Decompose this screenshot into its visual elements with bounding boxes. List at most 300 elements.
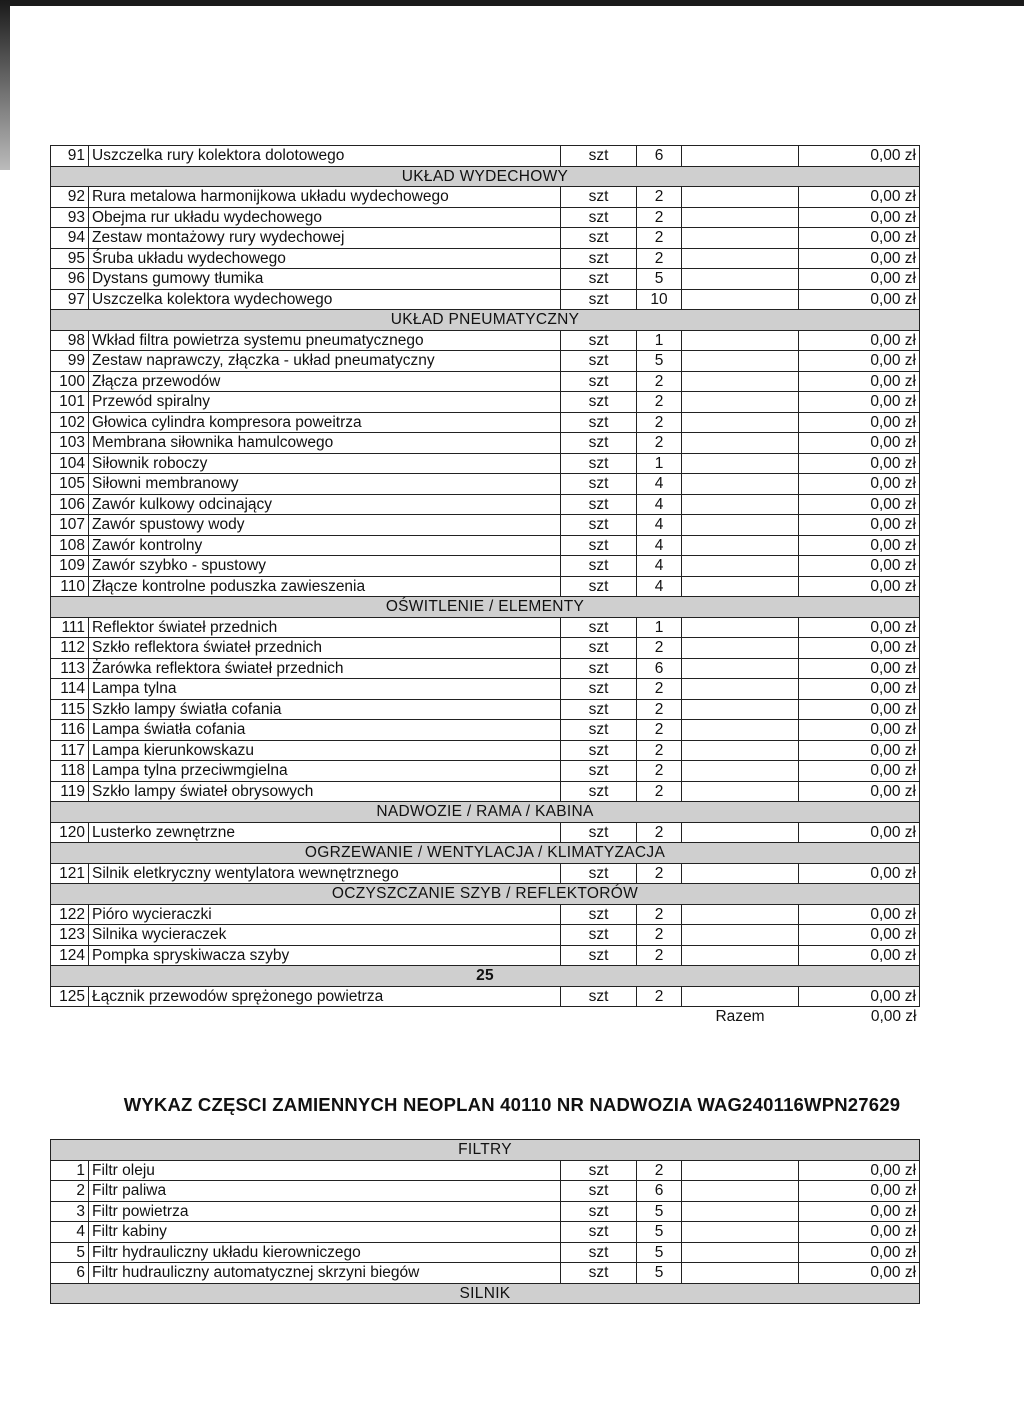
unit-cell: szt	[561, 515, 637, 536]
parts-table-neoplan	[50, 1139, 920, 1304]
quantity-cell: 2	[637, 228, 682, 249]
unit-cell: szt	[561, 1160, 637, 1181]
price-cell: 0,00 zł	[799, 1160, 920, 1181]
empty-cell	[682, 658, 799, 679]
table-row	[51, 556, 920, 577]
empty-cell	[682, 330, 799, 351]
price-cell: 0,00 zł	[799, 720, 920, 741]
part-name: Głowica cylindra kompresora poweitrza	[89, 412, 561, 433]
row-number: 115	[51, 699, 89, 720]
row-number: 112	[51, 638, 89, 659]
table-row	[51, 863, 920, 884]
part-name: Filtr kabiny	[89, 1222, 561, 1243]
quantity-cell: 4	[637, 576, 682, 597]
empty-cell	[682, 412, 799, 433]
unit-cell: szt	[561, 351, 637, 372]
unit-cell: szt	[561, 269, 637, 290]
empty-cell	[682, 945, 799, 966]
row-number: 121	[51, 863, 89, 884]
price-cell: 0,00 zł	[799, 371, 920, 392]
table-row	[51, 638, 920, 659]
row-number: 102	[51, 412, 89, 433]
part-name: Pompka spryskiwacza szyby	[89, 945, 561, 966]
row-number: 122	[51, 904, 89, 925]
table-row	[51, 617, 920, 638]
table-row	[51, 822, 920, 843]
price-cell: 0,00 zł	[799, 453, 920, 474]
quantity-cell: 1	[637, 330, 682, 351]
row-number: 91	[51, 146, 89, 167]
unit-cell: szt	[561, 576, 637, 597]
table-row	[51, 945, 920, 966]
part-name: Rura metalowa harmonijkowa układu wydechowego	[89, 187, 561, 208]
row-number: 117	[51, 740, 89, 761]
quantity-cell: 2	[637, 412, 682, 433]
section-header-row	[51, 843, 920, 864]
quantity-cell: 6	[637, 658, 682, 679]
part-name: Siłownik roboczy	[89, 453, 561, 474]
unit-cell: szt	[561, 720, 637, 741]
quantity-cell: 2	[637, 699, 682, 720]
section-header-row	[51, 166, 920, 187]
quantity-cell: 2	[637, 863, 682, 884]
price-cell: 0,00 zł	[799, 1201, 920, 1222]
price-cell: 0,00 zł	[799, 187, 920, 208]
table-row	[51, 576, 920, 597]
quantity-cell: 5	[637, 1201, 682, 1222]
price-cell: 0,00 zł	[799, 576, 920, 597]
table-row	[51, 474, 920, 495]
quantity-cell: 2	[637, 925, 682, 946]
section-header-row	[51, 966, 920, 987]
quantity-cell: 1	[637, 453, 682, 474]
price-cell: 0,00 zł	[799, 412, 920, 433]
empty-cell	[682, 289, 799, 310]
table-row	[51, 392, 920, 413]
unit-cell: szt	[561, 1181, 637, 1202]
unit-cell: szt	[561, 474, 637, 495]
quantity-cell: 5	[637, 1242, 682, 1263]
quantity-cell: 2	[637, 945, 682, 966]
empty-cell	[682, 269, 799, 290]
section-header-row	[51, 1140, 920, 1161]
quantity-cell: 2	[637, 740, 682, 761]
empty-cell	[682, 556, 799, 577]
table-row	[51, 412, 920, 433]
row-number: 105	[51, 474, 89, 495]
quantity-cell: 2	[637, 207, 682, 228]
section-title: SILNIK	[51, 1283, 920, 1304]
part-name: Filtr oleju	[89, 1160, 561, 1181]
row-number: 6	[51, 1263, 89, 1284]
price-cell: 0,00 zł	[799, 330, 920, 351]
unit-cell: szt	[561, 1222, 637, 1243]
empty-cell	[682, 781, 799, 802]
empty-cell	[682, 187, 799, 208]
unit-cell: szt	[561, 330, 637, 351]
part-name: Filtr powietrza	[89, 1201, 561, 1222]
unit-cell: szt	[561, 228, 637, 249]
part-name: Zawór spustowy wody	[89, 515, 561, 536]
empty-cell	[682, 720, 799, 741]
quantity-cell: 2	[637, 986, 682, 1007]
unit-cell: szt	[561, 248, 637, 269]
price-cell: 0,00 zł	[799, 392, 920, 413]
row-number: 101	[51, 392, 89, 413]
empty-cell	[682, 1201, 799, 1222]
quantity-cell: 4	[637, 556, 682, 577]
table-row	[51, 515, 920, 536]
quantity-cell: 2	[637, 1160, 682, 1181]
unit-cell: szt	[561, 412, 637, 433]
row-number: 98	[51, 330, 89, 351]
price-cell: 0,00 zł	[799, 269, 920, 290]
price-cell: 0,00 zł	[799, 248, 920, 269]
part-name: Lampa światła cofania	[89, 720, 561, 741]
table-row	[51, 904, 920, 925]
quantity-cell: 4	[637, 474, 682, 495]
price-cell: 0,00 zł	[799, 679, 920, 700]
empty-cell	[561, 1007, 637, 1027]
unit-cell: szt	[561, 658, 637, 679]
unit-cell: szt	[561, 781, 637, 802]
unit-cell: szt	[561, 535, 637, 556]
scan-edge-left	[0, 0, 10, 170]
empty-cell	[682, 699, 799, 720]
quantity-cell: 2	[637, 187, 682, 208]
quantity-cell: 6	[637, 1181, 682, 1202]
table-row	[51, 330, 920, 351]
price-cell: 0,00 zł	[799, 289, 920, 310]
row-number: 94	[51, 228, 89, 249]
row-number: 92	[51, 187, 89, 208]
empty-cell	[682, 228, 799, 249]
unit-cell: szt	[561, 289, 637, 310]
section-title: 25	[51, 966, 920, 987]
table-row	[51, 740, 920, 761]
empty-cell	[682, 1263, 799, 1284]
row-number: 113	[51, 658, 89, 679]
unit-cell: szt	[561, 740, 637, 761]
unit-cell: szt	[561, 904, 637, 925]
table-row	[51, 351, 920, 372]
unit-cell: szt	[561, 187, 637, 208]
quantity-cell: 2	[637, 248, 682, 269]
empty-cell	[682, 248, 799, 269]
price-cell: 0,00 zł	[799, 617, 920, 638]
empty-cell	[682, 207, 799, 228]
unit-cell: szt	[561, 617, 637, 638]
part-name: Zawór kulkowy odcinający	[89, 494, 561, 515]
table-row	[51, 781, 920, 802]
unit-cell: szt	[561, 494, 637, 515]
section-title: NADWOZIE / RAMA / KABINA	[51, 802, 920, 823]
row-number: 3	[51, 1201, 89, 1222]
unit-cell: szt	[561, 986, 637, 1007]
part-name: Złącza przewodów	[89, 371, 561, 392]
row-number: 2	[51, 1181, 89, 1202]
price-cell: 0,00 zł	[799, 1242, 920, 1263]
empty-cell	[682, 822, 799, 843]
table-row	[51, 679, 920, 700]
section-header-row	[51, 1283, 920, 1304]
part-name: Lampa tylna przeciwmgielna	[89, 761, 561, 782]
section-title: UKŁAD PNEUMATYCZNY	[51, 310, 920, 331]
price-cell: 0,00 zł	[799, 925, 920, 946]
part-name: Siłowni membranowy	[89, 474, 561, 495]
table-row	[51, 535, 920, 556]
table-row	[51, 187, 920, 208]
section-header-row	[51, 597, 920, 618]
price-cell: 0,00 zł	[799, 535, 920, 556]
price-cell: 0,00 zł	[799, 146, 920, 167]
part-name: Zawór szybko - spustowy	[89, 556, 561, 577]
part-name: Wkład filtra powietrza systemu pneumatycznego	[89, 330, 561, 351]
part-name: Pióro wycieraczki	[89, 904, 561, 925]
scan-edge-top	[0, 0, 1024, 6]
table-row	[51, 228, 920, 249]
unit-cell: szt	[561, 863, 637, 884]
table-row	[51, 1263, 920, 1284]
row-number: 123	[51, 925, 89, 946]
quantity-cell: 6	[637, 146, 682, 167]
part-name: Zestaw naprawczy, złączka - układ pneumatyczny	[89, 351, 561, 372]
part-name: Uszczelka kolektora wydechowego	[89, 289, 561, 310]
part-name: Silnika wycieraczek	[89, 925, 561, 946]
row-number: 93	[51, 207, 89, 228]
price-cell: 0,00 zł	[799, 1263, 920, 1284]
table-row	[51, 207, 920, 228]
price-cell: 0,00 zł	[799, 556, 920, 577]
unit-cell: szt	[561, 371, 637, 392]
price-cell: 0,00 zł	[799, 515, 920, 536]
quantity-cell: 2	[637, 371, 682, 392]
unit-cell: szt	[561, 207, 637, 228]
section-title: OCZYSZCZANIE SZYB / REFLEKTORÓW	[51, 884, 920, 905]
empty-cell	[682, 1160, 799, 1181]
row-number: 99	[51, 351, 89, 372]
total-row	[51, 1007, 920, 1027]
empty-cell	[682, 986, 799, 1007]
table-row	[51, 371, 920, 392]
unit-cell: szt	[561, 679, 637, 700]
empty-cell	[637, 1007, 682, 1027]
part-name: Obejma rur układu wydechowego	[89, 207, 561, 228]
price-cell: 0,00 zł	[799, 986, 920, 1007]
part-name: Przewód spiralny	[89, 392, 561, 413]
row-number: 111	[51, 617, 89, 638]
part-name: Lampa kierunkowskazu	[89, 740, 561, 761]
unit-cell: szt	[561, 822, 637, 843]
row-number: 119	[51, 781, 89, 802]
price-cell: 0,00 zł	[799, 863, 920, 884]
quantity-cell: 2	[637, 761, 682, 782]
quantity-cell: 10	[637, 289, 682, 310]
empty-cell	[682, 146, 799, 167]
empty-cell	[682, 679, 799, 700]
empty-cell	[682, 474, 799, 495]
row-number: 120	[51, 822, 89, 843]
price-cell: 0,00 zł	[799, 658, 920, 679]
part-name: Dystans gumowy tłumika	[89, 269, 561, 290]
table-row	[51, 1242, 920, 1263]
table-row	[51, 761, 920, 782]
part-name: Uszczelka rury kolektora dolotowego	[89, 146, 561, 167]
table-row	[51, 720, 920, 741]
price-cell: 0,00 zł	[799, 1181, 920, 1202]
unit-cell: szt	[561, 433, 637, 454]
section-title: OŚWITLENIE / ELEMENTY	[51, 597, 920, 618]
part-name: Lampa tylna	[89, 679, 561, 700]
unit-cell: szt	[561, 925, 637, 946]
price-cell: 0,00 zł	[799, 740, 920, 761]
empty-cell	[682, 1181, 799, 1202]
empty-cell	[682, 1242, 799, 1263]
part-name: Filtr hydrauliczny układu kierowniczego	[89, 1242, 561, 1263]
part-name: Łącznik przewodów sprężonego powietrza	[89, 986, 561, 1007]
row-number: 4	[51, 1222, 89, 1243]
page-heading: WYKAZ CZĘSCI ZAMIENNYCH NEOPLAN 40110 NR NADWOZIA WAG240116WPN27629	[123, 1094, 901, 1115]
total-value: 0,00 zł	[870, 1008, 917, 1026]
price-cell: 0,00 zł	[799, 433, 920, 454]
quantity-cell: 2	[637, 392, 682, 413]
row-number: 108	[51, 535, 89, 556]
table-row	[51, 1181, 920, 1202]
unit-cell: szt	[561, 1242, 637, 1263]
row-number: 97	[51, 289, 89, 310]
table-row	[51, 289, 920, 310]
unit-cell: szt	[561, 945, 637, 966]
price-cell: 0,00 zł	[799, 474, 920, 495]
price-cell: 0,00 zł	[799, 904, 920, 925]
empty-cell	[682, 761, 799, 782]
part-name: Zawór kontrolny	[89, 535, 561, 556]
unit-cell: szt	[561, 761, 637, 782]
empty-cell	[682, 863, 799, 884]
price-cell: 0,00 zł	[799, 761, 920, 782]
part-name: Silnik eletkryczny wentylatora wewnętrznego	[89, 863, 561, 884]
section-title: OGRZEWANIE / WENTYLACJA / KLIMATYZACJA	[51, 843, 920, 864]
part-name: Filtr paliwa	[89, 1181, 561, 1202]
price-cell: 0,00 zł	[799, 638, 920, 659]
quantity-cell: 2	[637, 781, 682, 802]
empty-cell	[682, 535, 799, 556]
row-number: 100	[51, 371, 89, 392]
unit-cell: szt	[561, 453, 637, 474]
quantity-cell: 4	[637, 515, 682, 536]
empty-cell	[682, 1222, 799, 1243]
row-number: 109	[51, 556, 89, 577]
row-number: 104	[51, 453, 89, 474]
quantity-cell: 5	[637, 351, 682, 372]
empty-cell	[682, 925, 799, 946]
section-header-row	[51, 802, 920, 823]
table-row	[51, 1222, 920, 1243]
part-name: Żarówka reflektora świateł przednich	[89, 658, 561, 679]
price-cell: 0,00 zł	[799, 945, 920, 966]
quantity-cell: 5	[637, 1263, 682, 1284]
part-name: Filtr hudrauliczny automatycznej skrzyni biegów	[89, 1263, 561, 1284]
table-row	[51, 269, 920, 290]
table-row	[51, 248, 920, 269]
unit-cell: szt	[561, 638, 637, 659]
price-cell: 0,00 zł	[799, 494, 920, 515]
unit-cell: szt	[561, 556, 637, 577]
part-name: Lusterko zewnętrzne	[89, 822, 561, 843]
section-title: FILTRY	[51, 1140, 920, 1161]
quantity-cell: 2	[637, 433, 682, 454]
part-name: Szkło lampy światła cofania	[89, 699, 561, 720]
price-cell: 0,00 zł	[799, 1222, 920, 1243]
unit-cell: szt	[561, 699, 637, 720]
table-row	[51, 453, 920, 474]
row-number: 118	[51, 761, 89, 782]
price-cell: 0,00 zł	[799, 822, 920, 843]
quantity-cell: 5	[637, 269, 682, 290]
row-number: 114	[51, 679, 89, 700]
row-number: 125	[51, 986, 89, 1007]
empty-cell	[682, 371, 799, 392]
table-row	[51, 146, 920, 167]
row-number: 96	[51, 269, 89, 290]
quantity-cell: 1	[637, 617, 682, 638]
row-number: 1	[51, 1160, 89, 1181]
row-number: 107	[51, 515, 89, 536]
quantity-cell: 2	[637, 720, 682, 741]
section-header-row	[51, 310, 920, 331]
table-row	[51, 433, 920, 454]
table-row	[51, 925, 920, 946]
empty-cell	[682, 576, 799, 597]
table-row	[51, 986, 920, 1007]
unit-cell: szt	[561, 1201, 637, 1222]
part-name: Złącze kontrolne poduszka zawieszenia	[89, 576, 561, 597]
row-number: 95	[51, 248, 89, 269]
empty-cell	[682, 453, 799, 474]
section-title: UKŁAD WYDECHOWY	[51, 166, 920, 187]
table-row	[51, 1160, 920, 1181]
quantity-cell: 2	[637, 904, 682, 925]
price-cell: 0,00 zł	[799, 699, 920, 720]
quantity-cell: 2	[637, 679, 682, 700]
empty-cell	[682, 392, 799, 413]
part-name: Membrana siłownika hamulcowego	[89, 433, 561, 454]
empty-cell	[682, 494, 799, 515]
table-row	[51, 1201, 920, 1222]
quantity-cell: 2	[637, 638, 682, 659]
empty-cell	[682, 433, 799, 454]
unit-cell: szt	[561, 146, 637, 167]
quantity-cell: 4	[637, 494, 682, 515]
empty-cell	[89, 1007, 561, 1027]
row-number: 110	[51, 576, 89, 597]
table-row	[51, 494, 920, 515]
quantity-cell: 4	[637, 535, 682, 556]
table-row	[51, 658, 920, 679]
row-number: 103	[51, 433, 89, 454]
row-number: 124	[51, 945, 89, 966]
total-label: Razem	[715, 1008, 765, 1026]
price-cell: 0,00 zł	[799, 781, 920, 802]
empty-cell	[682, 638, 799, 659]
unit-cell: szt	[561, 1263, 637, 1284]
quantity-cell: 2	[637, 822, 682, 843]
row-number: 106	[51, 494, 89, 515]
part-name: Szkło lampy świateł obrysowych	[89, 781, 561, 802]
empty-cell	[682, 617, 799, 638]
part-name: Śruba układu wydechowego	[89, 248, 561, 269]
price-cell: 0,00 zł	[799, 228, 920, 249]
